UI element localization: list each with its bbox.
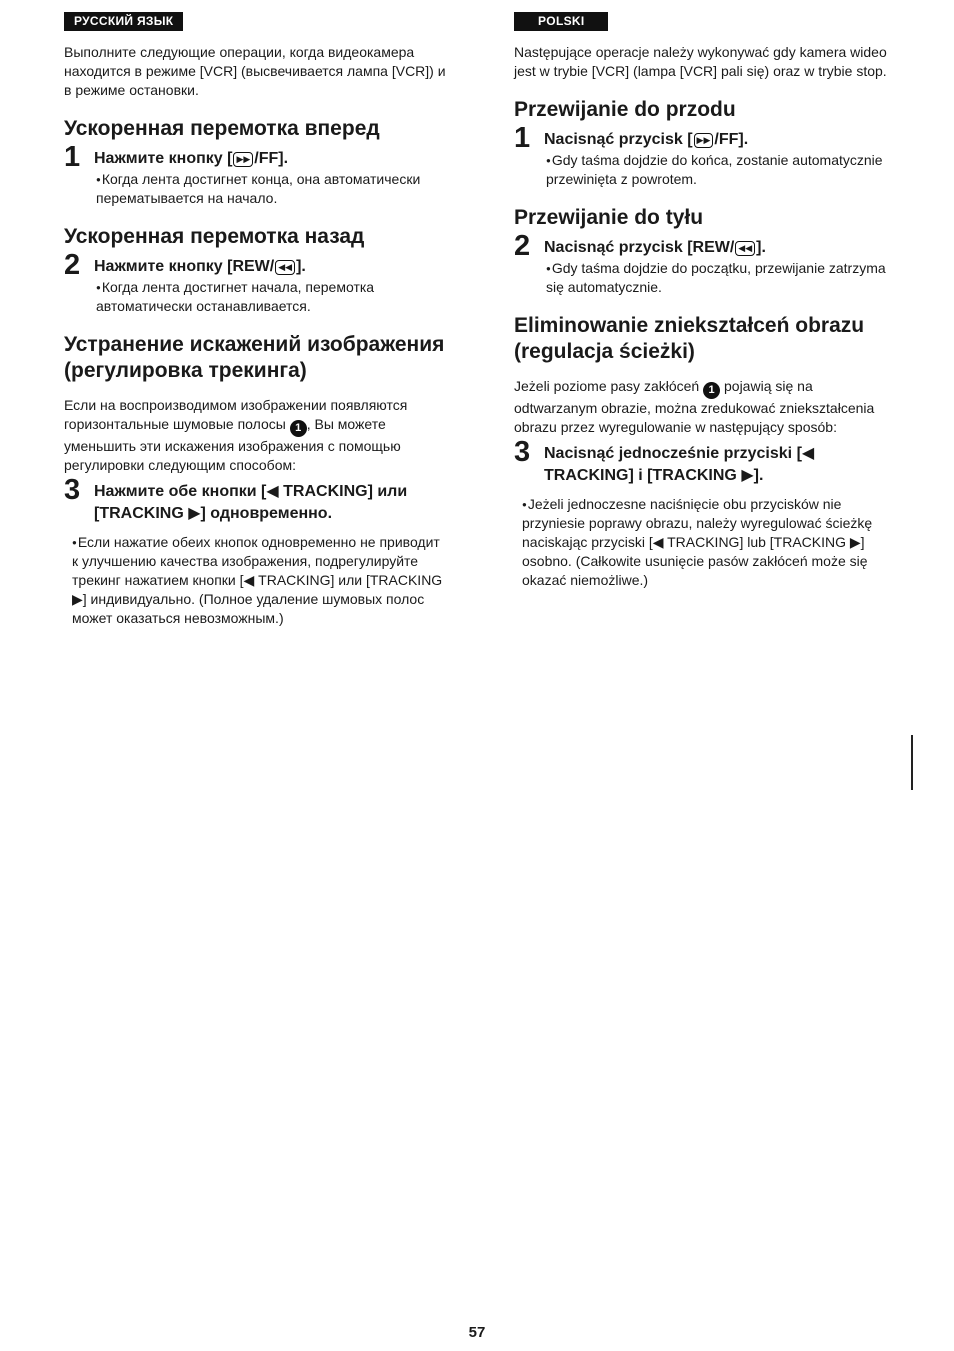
step-number: 1 [514, 122, 531, 154]
step-number: 2 [514, 230, 531, 262]
step-text: Nacisnąć jednocześnie przyciski [◀ TRACKING] i [TRACKING ▶]. [544, 445, 815, 484]
polish-column [514, 12, 899, 590]
tracking-intro-a: Если на воспроизводимом изображении появляются горизонтальные шумовые полосы [64, 397, 408, 432]
margin-mark [911, 735, 913, 790]
page-number: 57 [468, 1324, 486, 1341]
step-text-pre: Nacisnąć przycisk [ [544, 131, 693, 148]
step-ff-pl [514, 122, 899, 154]
marker-one-icon: 1 [290, 420, 307, 437]
step-ff-ru [64, 141, 449, 173]
step-rew-pl [514, 230, 899, 262]
step-text-post: /FF]. [714, 131, 749, 148]
note-ff-ru: ● Когда лента достигнет конца, она автоматически перематывается на начало. [96, 170, 449, 208]
step-text-pre: Nacisnąć przycisk [REW/ [544, 239, 735, 256]
step-text-pre: Нажмите кнопку [ [94, 150, 233, 167]
step-tracking-ru [64, 474, 449, 525]
tracking-intro-pl [514, 377, 899, 437]
step-text-post: ]. [756, 239, 766, 256]
note-tracking-ru: ● Если нажатие обеих кнопок одновременно не приводит к улучшению качества изображения, подрегулируйте трекинг нажатием кнопки [◀ TRACKING] или [TRACKING ▶] индивидуально. (Полное удаление шумовых полос может оказаться невозможным.) [72, 533, 449, 628]
tracking-intro-ru [64, 396, 449, 475]
note-ff-pl: ● Gdy taśma dojdzie do końca, zostanie automatycznie przewinięta z powrotem. [546, 151, 899, 189]
language-badge-ru: РУССКИЙ ЯЗЫК [64, 12, 183, 31]
rewind-icon: ◀◀ [275, 260, 295, 275]
language-badge-pl: POLSKI [514, 12, 608, 31]
marker-one-icon: 1 [703, 382, 720, 399]
intro-ru: Выполните следующие операции, когда видеокамера находится в режиме [VCR] (высвечивается лампа [VCR]) и в режиме остановки. [64, 44, 446, 98]
section-title-tracking-ru: Устранение искажений изображения (регулировка трекинга) [64, 333, 445, 382]
fast-forward-icon: ▶▶ [694, 133, 714, 148]
step-rew-ru [64, 249, 449, 281]
intro-pl: Następujące operacje należy wykonywać gdy kamera wideo jest w trybie [VCR] (lampa [VCR] pali się) oraz w trybie stop. [514, 44, 887, 79]
tracking-intro-a: Jeżeli poziome pasy zakłóceń [514, 378, 700, 394]
step-text-pre: Нажмите кнопку [REW/ [94, 258, 275, 275]
rewind-icon: ◀◀ [735, 241, 755, 256]
section-title-tracking-pl: Eliminowanie zniekształceń obrazu (regulacja ścieżki) [514, 314, 865, 363]
step-tracking-pl [514, 436, 899, 487]
section-title-rew-pl: Przewijanie do tyłu [514, 206, 704, 229]
note-tracking-pl: ● Jeżeli jednoczesne naciśnięcie obu przycisków nie przyniesie poprawy obrazu, należy wyregulować ścieżkę naciskając przyciski [◀ TRACKING] lub [TRACKING ▶] osobno. (Całkowite usunięcie pasów zakłóceń może się okazać niemożliwe.) [522, 495, 899, 590]
russian-column [64, 12, 449, 628]
fast-forward-icon: ▶▶ [233, 152, 253, 167]
step-number: 1 [64, 141, 81, 173]
note-rew-pl: ● Gdy taśma dojdzie do początku, przewijanie zatrzyma się automatycznie. [546, 259, 899, 297]
step-text-post: ]. [296, 258, 306, 275]
step-number: 2 [64, 249, 81, 281]
note-rew-ru: ● Когда лента достигнет начала, перемотка автоматически останавливается. [96, 278, 449, 316]
tracking-intro-b: pojawią się na odtwarzanym obrazie, można zredukować zniekształcenia obrazu przez wyregulowanie w następujący sposób: [514, 378, 875, 435]
section-title-rew-ru: Ускоренная перемотка назад [64, 225, 365, 248]
step-number: 3 [514, 436, 531, 468]
step-text: Нажмите обе кнопки [◀ TRACKING] или [TRACKING ▶] одновременно. [94, 483, 408, 522]
section-title-ff-pl: Przewijanie do przodu [514, 98, 736, 121]
step-number: 3 [64, 474, 81, 506]
section-title-ff-ru: Ускоренная перемотка вперед [64, 117, 380, 140]
tracking-intro-b: , Вы можете уменьшить эти искажения изображения с помощью регулировки следующим способом: [64, 416, 401, 473]
step-text-post: /FF]. [254, 150, 289, 167]
